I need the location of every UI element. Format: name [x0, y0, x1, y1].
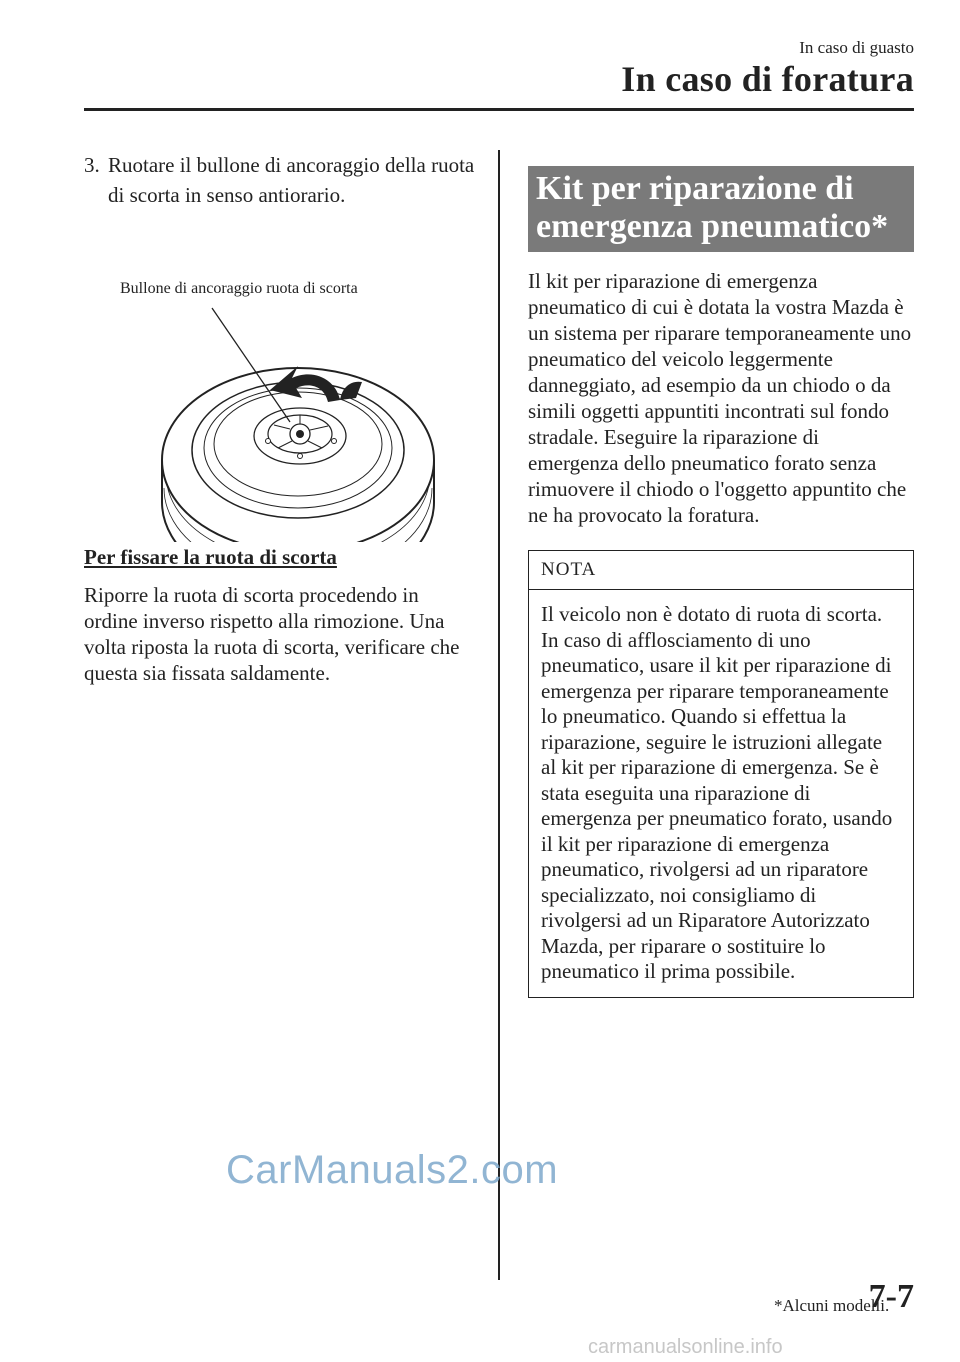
spare-tire-illustration	[84, 212, 476, 542]
step-text: Ruotare il bullone di ancoraggio della ruota di scorta in senso antiorario.	[108, 153, 475, 207]
watermark: CarManuals2.com	[226, 1148, 559, 1192]
footnote: *Alcuni modelli.	[774, 1296, 890, 1315]
page-title: In caso di foratura	[621, 59, 914, 99]
subheading-secure-spare: Per fissare la ruota di scorta	[84, 545, 337, 569]
step-3	[84, 150, 476, 210]
page-number: 7-7	[868, 1278, 914, 1315]
header-rule	[84, 108, 914, 111]
spare-tire-figure	[84, 212, 476, 542]
right-column	[528, 166, 914, 998]
column-divider	[498, 150, 500, 1280]
left-column	[84, 150, 476, 686]
chapter-title: In caso di guasto	[799, 38, 914, 57]
figure-callout-label: Bullone di ancoraggio ruota di scorta	[120, 280, 358, 297]
note-box	[528, 550, 914, 998]
paragraph-secure-spare: Riporre la ruota di scorta procedendo in ordine inverso rispetto alla rimozione. Una volta riposta la ruota di scorta, verificare che questa sia fissata saldamente.	[84, 583, 460, 685]
note-heading: NOTA	[529, 551, 913, 590]
note-body: Il veicolo non è dotato di ruota di scorta. In caso di afflosciamento di uno pneumatico, usare il kit per riparazione di emergenza per riparare temporaneamente lo pneumatico. Quando si effettua la riparazione, seguire le istruzioni allegate al kit per riparazione di emergenza. Se è stata eseguita una riparazione di emergenza per pneumatico forato, usando il kit per riparazione di emergenza pneumatico, rivolgersi ad un riparatore specializzato, noi consigliamo di rivolgersi ad un Riparatore Autorizzato Mazda, per riparare o sostituire lo pneumatico il prima possibile.	[541, 602, 893, 983]
site-watermark: carmanualsonline.info	[588, 1336, 783, 1358]
step-number: 3.	[84, 153, 100, 177]
section-heading-repair-kit: Kit per riparazione di emergenza pneumatico*	[528, 166, 914, 252]
paragraph-repair-kit: Il kit per riparazione di emergenza pneumatico di cui è dotata la vostra Mazda è un sistema per riparare temporaneamente uno pneumatico del veicolo leggermente danneggiato, ad esempio da un chiodo o da simili oggetti appuntiti incontrati sul fondo stradale. Eseguire la riparazione di emergenza dello pneumatico forato senza rimuovere il chiodo o l'oggetto appuntito che ne ha provocato la foratura.	[528, 269, 912, 527]
